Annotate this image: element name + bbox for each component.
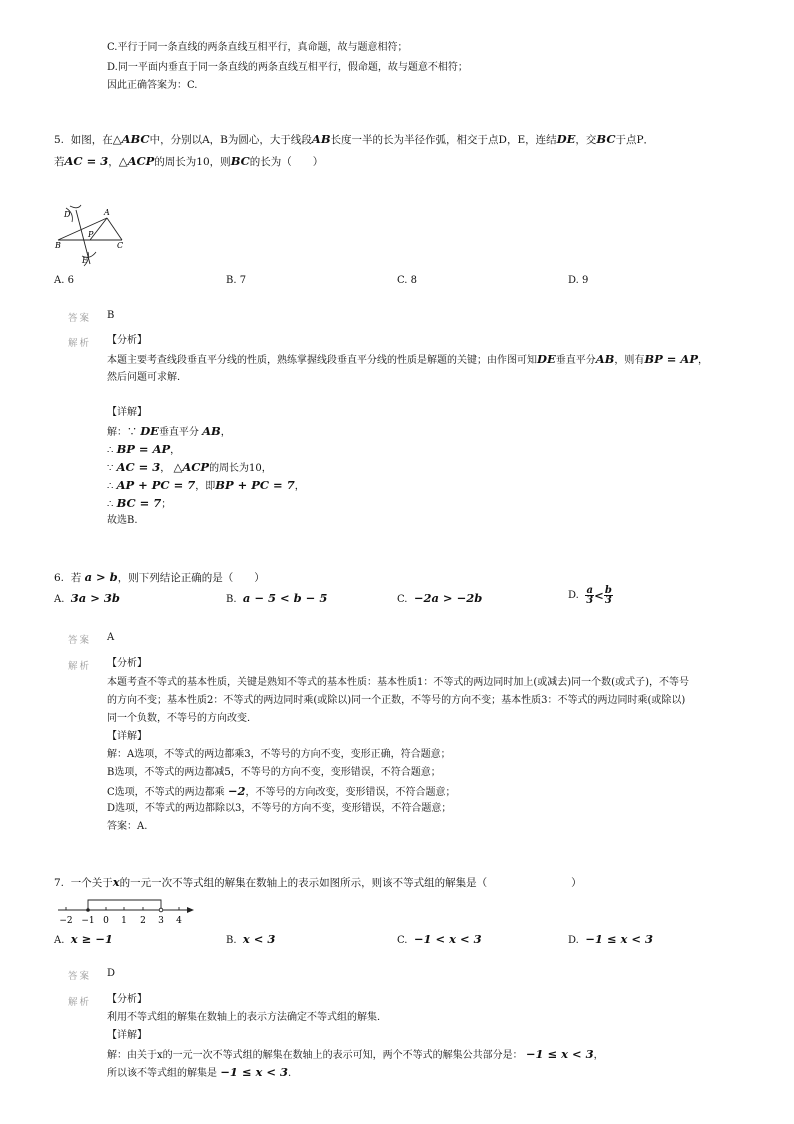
option-math: 3a > 3b [70,591,120,605]
text: C选项，不等式的两边都乘 [107,787,225,798]
q5-detail-line5 [107,497,171,511]
q5-fenxi: 【分析】 [107,335,147,346]
math: BP = AP [116,442,171,456]
q5-option-b[interactable]: B. 7 [226,275,247,286]
q6-detail-line5: 答案：A. [107,821,148,832]
q6-analysis-line3: 同一个负数，不等号的方向改变． [107,713,257,724]
label-p: P [88,230,94,239]
tick-label: 1 [121,916,127,926]
option-label: B. [226,594,237,605]
q5-option-c[interactable]: C. 8 [397,275,418,286]
q7-number-line [56,896,196,926]
q6-detail-line1: 解：A选项，不等式的两边都乘3，不等号的方向不变，变形正确，符合题意； [107,749,451,760]
q6-analysis-line1: 本题考查不等式的基本性质，关键是熟知不等式的基本性质：基本性质1：不等式的两边同时加上(或减去)同一个数(或式子)，不等号 [107,677,689,688]
q5-text: 的周长为10，则 [154,156,231,168]
q5-text: 中，分别以A，B为圆心，大于线段 [149,134,312,146]
q7-answer-tag: 答案 [68,971,92,982]
text: 所以该不等式组的解集是 [107,1068,217,1079]
math: AB [202,424,221,438]
q6-option-c[interactable] [397,591,482,605]
q7-option-a[interactable] [54,932,113,946]
q5-text: ， [108,156,119,168]
q6-fenxi: 【分析】 [107,658,147,669]
q7-fenxi: 【分析】 [107,994,147,1005]
tick-label: −2 [59,916,73,926]
q5-analysis-line1 [107,353,708,367]
q5-option-a[interactable]: A. 6 [54,275,74,286]
numerator: a [586,585,593,596]
q6-text: ，则下列结论正确的是（ ） [117,572,265,584]
q5-analysis-tag: 解析 [68,338,92,349]
q5-answer-tag: 答案 [68,313,92,324]
q7-detail-line2 [107,1066,291,1080]
q5-text: 于点P． [615,134,655,146]
option-math: x ≥ −1 [70,932,113,946]
text: ，不等号的方向改变，变形错误，不符合题意； [245,787,456,798]
q5-text: 的长为（ ） [249,156,324,168]
tick-label: 3 [158,916,164,926]
label-c: C [117,241,124,250]
math: −1 ≤ x < 3 [525,1047,594,1061]
q5-detail-line2 [107,443,180,457]
q7-analysis-line1: 利用不等式组的解集在数轴上的表示方法确定不等式组的解集． [107,1012,387,1023]
q5-math-bc: BC [230,154,250,168]
q5-math-bc: BC [596,132,616,146]
label-a: A [104,208,110,217]
option-label: B. [226,935,237,946]
q7-analysis-tag: 解析 [68,997,92,1008]
closed-endpoint [86,908,90,912]
prev-line-c: C.平行于同一条直线的两条直线互相平行，真命题，故与题意相符； [107,42,408,53]
q6-option-a[interactable] [54,591,120,605]
prev-conclusion: 因此正确答案为：C. [107,80,198,91]
math: DE [140,424,159,438]
q6-detail-line3 [107,785,455,799]
fraction-b-over-3 [604,586,613,605]
text: ， [170,445,181,456]
option-label: A. [54,935,65,946]
text: ， [160,463,171,474]
q7-math-x: x [112,875,120,889]
q6-analysis-tag: 解析 [68,661,92,672]
q6-xiangjie: 【详解】 [107,731,147,742]
math: BC = 7 [116,496,162,510]
label-e: E [82,256,88,265]
q6-option-b[interactable] [226,591,327,605]
segment-ac [107,218,122,240]
text: ∴ [107,481,114,492]
text: . [287,1068,292,1079]
q5-text: ，交 [575,134,597,146]
q7-text: 的一元一次不等式组的解集在数轴上的表示如图所示，则该不等式组的解集是（ ） [119,877,582,889]
q5-math-triangle: △ABC [112,132,150,146]
q7-answer: D [107,968,116,979]
arc-d2 [70,205,81,208]
q6-answer: A [107,632,115,643]
q5-text: 若 [54,156,65,168]
text: 解：∵ [107,427,137,438]
option-math: −1 < x < 3 [413,932,482,946]
numerator: b [604,585,612,596]
denominator: 3 [604,595,612,606]
text: ∴ [107,499,114,510]
math: BP + PC = 7 [215,478,295,492]
option-math: x < 3 [242,932,276,946]
fraction-a-over-3 [585,586,594,605]
q6-answer-tag: 答案 [68,635,92,646]
text: ∵ [107,463,114,474]
tick-label: 0 [103,916,109,926]
open-endpoint [159,908,163,912]
q6-analysis-line2: 的方向不变；基本性质2：不等式的两边同时乘(或除以)同一个正数，不等号的方向不变；基本性质3：不等式的两边同时乘(或除以) [107,695,686,706]
prev-line-d: D.同一平面内垂直于同一条直线的两条直线互相平行，假命题，故与题意不相符； [107,62,468,73]
text: ； [161,499,172,510]
text: 垂直平分 [158,427,199,438]
q5-math-acp: △ACP [118,154,155,168]
q7-option-d[interactable] [568,932,653,946]
text: ， [220,427,231,438]
q5-detail-line6: 故选B. [107,515,138,526]
q5-number: 5. [54,134,65,146]
q6-option-d[interactable] [568,586,613,605]
denominator: 3 [586,595,594,606]
option-math: −2a > −2b [413,591,483,605]
tick-label: −1 [81,916,95,926]
option-label: C. [397,935,408,946]
math: AP + PC = 7 [116,478,196,492]
q5-math-ab: AB [311,132,331,146]
math: DE [537,352,556,366]
text: ∴ [107,445,114,456]
option-math: −1 ≤ x < 3 [585,932,653,946]
q7-number: 7. [54,877,65,889]
q5-math-ac: AC = 3 [64,154,109,168]
q5-text: 如图，在 [70,134,113,146]
q7-text: 一个关于 [70,877,113,889]
math: BP = AP [644,352,698,366]
text: ， [698,355,708,366]
q6-stem [54,570,265,585]
q7-option-c[interactable] [397,932,482,946]
label-b: B [55,241,61,250]
tick-label: 4 [176,916,182,926]
q5-detail-line4 [107,479,305,493]
q5-detail-line1 [107,425,231,439]
q5-stem-line2 [54,154,323,169]
text: 解：由关于x的一元一次不等式组的解集在数轴上的表示可知，两个不等式的解集公共部分是： [107,1050,523,1061]
text: 本题主要考查线段垂直平分线的性质，熟练掌握线段垂直平分线的性质是解题的关键；由作图可知 [107,355,537,366]
q7-option-b[interactable] [226,932,275,946]
text: 的周长为10， [209,463,272,474]
q5-text: 长度一半的长为半径作弧，相交于点D，E，连结 [330,134,557,146]
q5-math-de: DE [556,132,576,146]
math: −2 [227,784,246,798]
q7-stem [54,875,582,890]
q6-number: 6. [54,572,65,584]
text: 垂直平分 [555,355,596,366]
option-label: A. [54,594,65,605]
text: ， [593,1050,604,1061]
q6-detail-line4: D选项，不等式的两边都除以3，不等号的方向不变，变形错误，不符合题意； [107,803,452,814]
q5-detail-line3 [107,461,272,475]
text: ，即 [195,481,216,492]
tick-label: 2 [140,916,146,926]
text: ，则有 [614,355,645,366]
q6-math-cond: a > b [84,570,118,584]
option-label: D. [568,935,579,946]
option-label: D. [568,590,579,601]
option-math: a − 5 < b − 5 [242,591,328,605]
text: ， [294,481,305,492]
option-label: C. [397,594,408,605]
q5-stem-line1 [54,132,654,147]
axis-arrow-icon [187,907,194,913]
math: AC = 3 [116,460,161,474]
q6-text: 若 [70,572,82,584]
q7-xiangjie: 【详解】 [107,1030,147,1041]
q6-detail-line2: B选项，不等式的两边都减5，不等号的方向不变，变形错误，不符合题意； [107,767,441,778]
math: △ACP [173,460,210,474]
math: AB [595,352,615,366]
solution-bracket [88,900,161,910]
label-d: D [64,210,71,219]
q5-answer: B [107,310,115,321]
less-than: < [594,588,604,603]
q5-triangle-figure [50,200,140,270]
q7-detail-line1 [107,1048,604,1062]
q5-analysis-line2: 然后问题可求解． [107,372,187,383]
q5-option-d[interactable]: D. 9 [568,275,589,286]
math: −1 ≤ x < 3 [220,1065,288,1079]
q5-xiangjie: 【详解】 [107,407,147,418]
